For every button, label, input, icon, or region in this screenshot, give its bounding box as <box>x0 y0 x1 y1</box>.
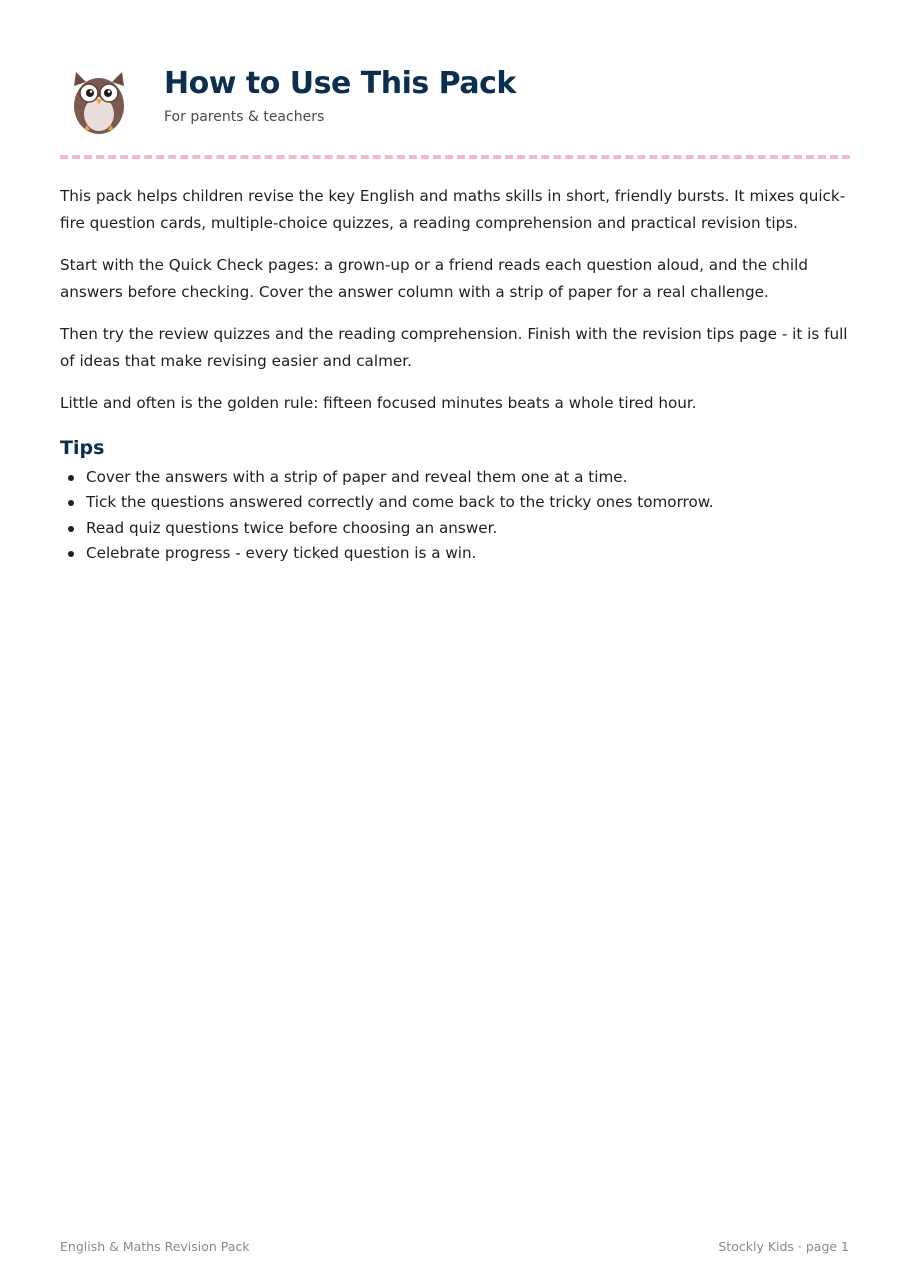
intro-paragraph: Then try the review quizzes and the reading comprehension. Finish with the revision tips page - it is full of ideas that make revising easier and calmer. <box>60 325 848 370</box>
page-title: How to Use This Pack <box>164 66 516 101</box>
tips-list <box>60 465 850 567</box>
page-header <box>60 62 850 142</box>
intro-paragraph: Little and often is the golden rule: fifteen focused minutes beats a whole tired hour. <box>60 394 697 412</box>
tip-item: Tick the questions answered correctly and come back to the tricky ones tomorrow. <box>86 490 850 516</box>
page-subtitle: For parents & teachers <box>164 109 325 125</box>
footer-pack-name: English & Maths Revision Pack <box>60 1239 250 1254</box>
header-divider <box>60 155 850 159</box>
owl-icon <box>70 68 128 136</box>
tip-item: Celebrate progress - every ticked question is a win. <box>86 541 850 567</box>
footer-page-number: Stockly Kids · page 1 <box>718 1239 849 1254</box>
tips-heading: Tips <box>60 436 105 459</box>
tip-item: Read quiz questions twice before choosing an answer. <box>86 516 850 542</box>
page-content <box>60 183 850 567</box>
intro-paragraph: This pack helps children revise the key English and maths skills in short, friendly bursts. It mixes quick-fire question cards, multiple-choice quizzes, a reading comprehension and practical revision tips. <box>60 187 846 232</box>
intro-paragraph: Start with the Quick Check pages: a grown-up or a friend reads each question aloud, and the child answers before checking. Cover the answer column with a strip of paper for a real challenge. <box>60 256 808 301</box>
tip-item: Cover the answers with a strip of paper and reveal them one at a time. <box>86 465 850 491</box>
